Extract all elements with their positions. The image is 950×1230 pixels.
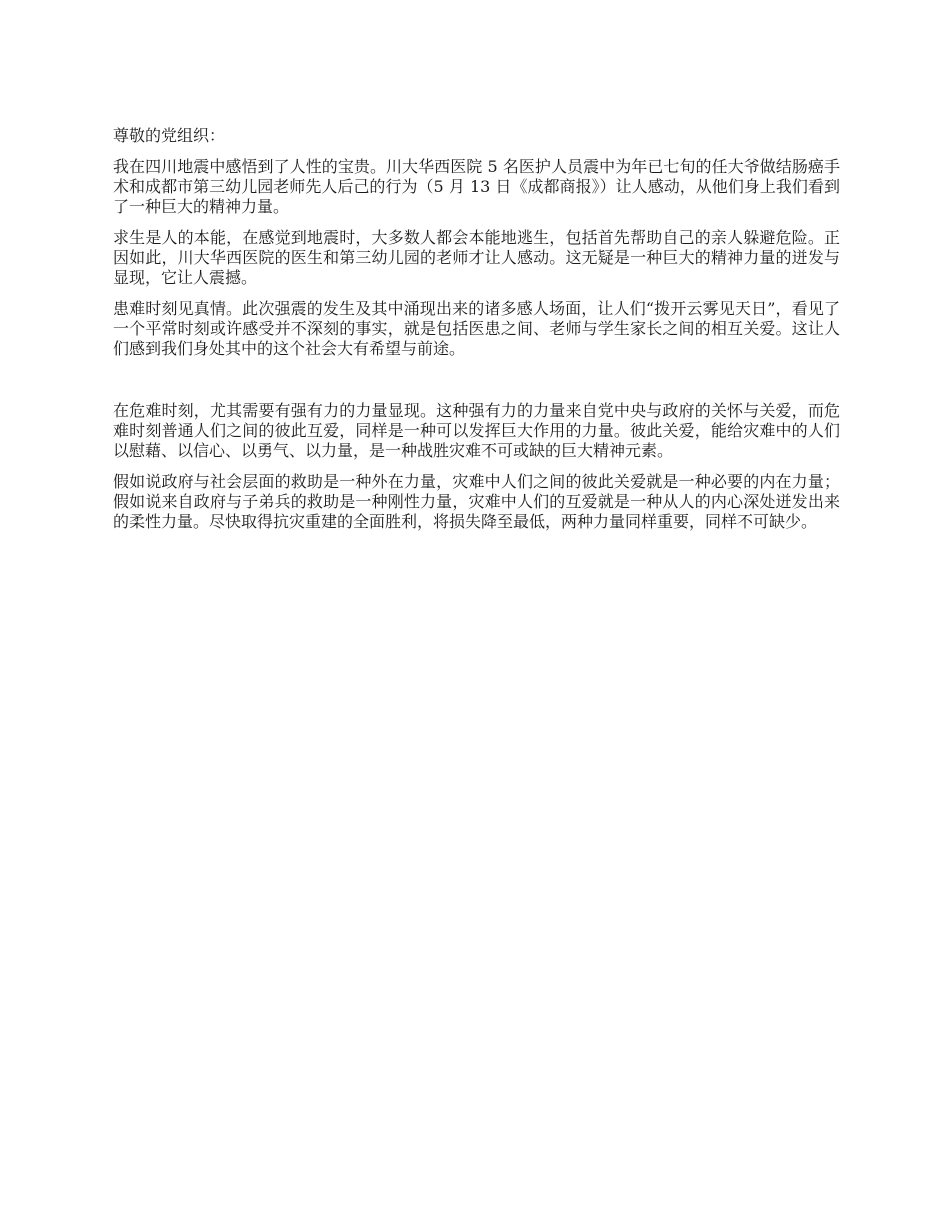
paragraph-1: 我在四川地震中感悟到了人性的宝贵。川大华西医院 5 名医护人员震中为年已七旬的任大爷做结肠癌手术和成都市第三幼儿园老师先人后己的行为（5 月 13 日《成都商报》）让人感动，从他们身上我们看到了一种巨大的精神力量。 <box>113 157 840 216</box>
paragraph-4: 在危难时刻，尤其需要有强有力的力量显现。这种强有力的力量来自党中央与政府的关怀与关爱，而危难时刻普通人们之间的彼此互爱，同样是一种可以发挥巨大作用的力量。彼此关爱，能给灾难中的人们以慰藉、以信心、以勇气、以力量，是一种战胜灾难不可或缺的巨大精神元素。 <box>113 401 840 460</box>
paragraph-2: 求生是人的本能，在感觉到地震时，大多数人都会本能地逃生，包括首先帮助自己的亲人躲避危险。正因如此，川大华西医院的医生和第三幼儿园的老师才让人感动。这无疑是一种巨大的精神力量的迸发与显现，它让人震撼。 <box>113 228 840 287</box>
document-body <box>113 126 840 543</box>
section-gap <box>113 370 840 401</box>
paragraph-3: 患难时刻见真情。此次强震的发生及其中涌现出来的诸多感人场面，让人们“拨开云雾见天日”，看见了一个平常时刻或许感受并不深刻的事实，就是包括医患之间、老师与学生家长之间的相互关爱。这让人们感到我们身处其中的这个社会大有希望与前途。 <box>113 299 840 358</box>
paragraph-5: 假如说政府与社会层面的救助是一种外在力量，灾难中人们之间的彼此关爱就是一种必要的内在力量；假如说来自政府与子弟兵的救助是一种刚性力量，灾难中人们的互爱就是一种从人的内心深处迸发出来的柔性力量。尽快取得抗灾重建的全面胜利，将损失降至最低，两种力量同样重要，同样不可缺少。 <box>113 472 840 531</box>
salutation: 尊敬的党组织： <box>113 126 226 145</box>
